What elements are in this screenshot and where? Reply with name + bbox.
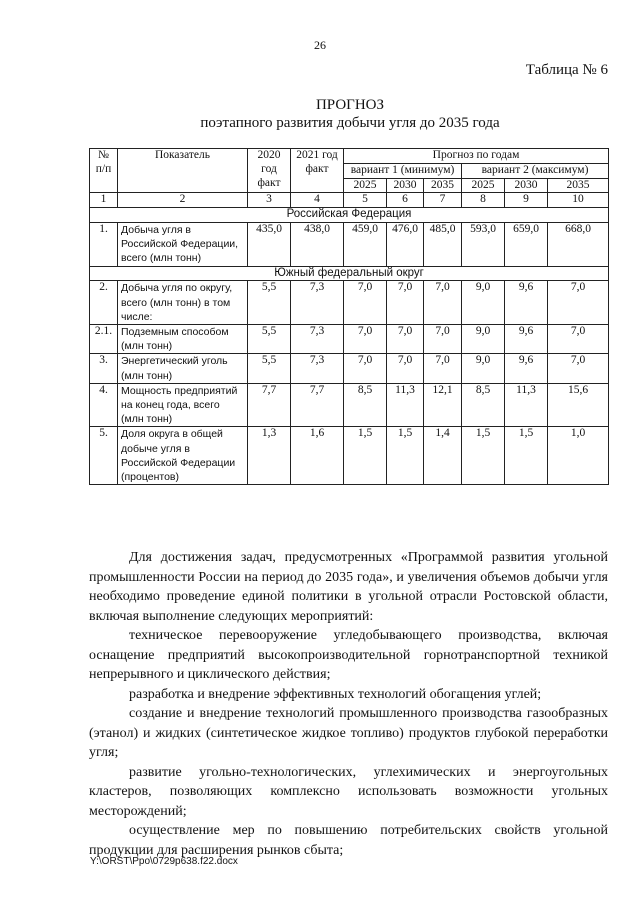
table-row xyxy=(90,427,609,485)
row-number: 1. xyxy=(90,222,118,266)
row-value: 1,4 xyxy=(424,427,462,485)
column-number: 2 xyxy=(118,193,248,208)
header-row-1 xyxy=(90,149,609,164)
row-indicator: Энергетический уголь (млн тонн) xyxy=(118,354,248,383)
row-number: 4. xyxy=(90,383,118,427)
row-value: 7,3 xyxy=(291,325,344,354)
row-indicator: Мощность предприятий на конец года, всего (млн тонн) xyxy=(118,383,248,427)
row-indicator: Доля округа в общей добыче угля в Российской Федерации (процентов) xyxy=(118,427,248,485)
row-value: 1,5 xyxy=(462,427,505,485)
header-variant-2: вариант 2 (максимум) xyxy=(462,163,609,178)
header-forecast: Прогноз по годам xyxy=(344,149,609,164)
header-year: 2030 xyxy=(505,178,548,193)
row-number: 5. xyxy=(90,427,118,485)
column-number: 10 xyxy=(548,193,609,208)
row-value: 11,3 xyxy=(505,383,548,427)
row-value: 7,0 xyxy=(344,281,387,325)
row-value: 7,7 xyxy=(248,383,291,427)
row-value: 7,0 xyxy=(548,354,609,383)
column-number: 3 xyxy=(248,193,291,208)
row-value: 7,0 xyxy=(548,325,609,354)
page-number: 26 xyxy=(314,38,326,52)
row-value: 1,5 xyxy=(387,427,424,485)
header-year: 2030 xyxy=(387,178,424,193)
paragraph: техническое перевооружение угледобывающего производства, включая оснащение предприятий высокопроизводительной горнотранспортной техникой непрерывного и циклического действия; xyxy=(89,628,608,682)
row-value: 7,0 xyxy=(387,325,424,354)
header-year: 2025 xyxy=(462,178,505,193)
row-value: 9,6 xyxy=(505,281,548,325)
paragraph: разработка и внедрение эффективных технологий обогащения углей; xyxy=(129,686,542,702)
row-value: 659,0 xyxy=(505,222,548,266)
column-number: 8 xyxy=(462,193,505,208)
row-number: 2. xyxy=(90,281,118,325)
paragraph: Для достижения задач, предусмотренных «Программой развития угольной промышленности России на период до 2035 года», и увеличения объемов добычи угля необходимо проведение единой политики в угольной отрасли Ростовской области, включая выполнение следующих мероприятий: xyxy=(89,550,608,624)
row-value: 7,3 xyxy=(291,354,344,383)
title-line-2: поэтапного развития добычи угля до 2035 года xyxy=(200,115,500,131)
header-2020: 2020 год факт xyxy=(248,149,291,193)
header-year: 2035 xyxy=(424,178,462,193)
row-value: 1,5 xyxy=(505,427,548,485)
row-value: 9,0 xyxy=(462,354,505,383)
column-number: 5 xyxy=(344,193,387,208)
row-number: 3. xyxy=(90,354,118,383)
row-value: 7,0 xyxy=(344,325,387,354)
row-value: 485,0 xyxy=(424,222,462,266)
row-value: 668,0 xyxy=(548,222,609,266)
region-row xyxy=(90,266,609,281)
row-value: 7,0 xyxy=(387,281,424,325)
row-value: 9,0 xyxy=(462,325,505,354)
row-indicator: Добыча угля в Российской Федерации, всего (млн тонн) xyxy=(118,222,248,266)
row-value: 5,5 xyxy=(248,354,291,383)
row-value: 7,0 xyxy=(387,354,424,383)
row-value: 8,5 xyxy=(344,383,387,427)
table-row xyxy=(90,325,609,354)
paragraph: развитие угольно-технологических, углехимических и энергоугольных кластеров, позволяющих комплексно использовать возможности угольных месторождений; xyxy=(89,764,608,819)
row-value: 7,0 xyxy=(424,354,462,383)
table-row xyxy=(90,222,609,266)
row-value: 593,0 xyxy=(462,222,505,266)
row-value: 1,0 xyxy=(548,427,609,485)
table-label: Таблица № 6 xyxy=(525,62,608,78)
row-value: 1,3 xyxy=(248,427,291,485)
row-value: 1,5 xyxy=(344,427,387,485)
row-value: 5,5 xyxy=(248,325,291,354)
row-value: 7,0 xyxy=(548,281,609,325)
header-variant-1: вариант 1 (минимум) xyxy=(344,163,462,178)
title-line-1: ПРОГНОЗ xyxy=(315,97,385,113)
row-value: 438,0 xyxy=(291,222,344,266)
region-row xyxy=(90,208,609,223)
row-value: 15,6 xyxy=(548,383,609,427)
row-value: 7,0 xyxy=(424,325,462,354)
region-south: Южный федеральный округ xyxy=(90,266,609,281)
row-value: 5,5 xyxy=(248,281,291,325)
row-value: 7,7 xyxy=(291,383,344,427)
header-year: 2035 xyxy=(548,178,609,193)
row-value: 12,1 xyxy=(424,383,462,427)
table-row xyxy=(90,354,609,383)
column-number: 9 xyxy=(505,193,548,208)
table-row xyxy=(90,281,609,325)
region-russia: Российская Федерация xyxy=(90,208,609,223)
row-value: 7,3 xyxy=(291,281,344,325)
forecast-table xyxy=(89,148,609,485)
row-value: 9,6 xyxy=(505,325,548,354)
row-value: 459,0 xyxy=(344,222,387,266)
header-indicator: Показатель xyxy=(118,149,248,193)
row-value: 476,0 xyxy=(387,222,424,266)
document-title xyxy=(0,96,640,132)
column-number: 4 xyxy=(291,193,344,208)
paragraph: создание и внедрение технологий промышленного производства газообразных (этанол) и жидких (синтетическое жидкое топливо) продуктов глубокой переработки угля; xyxy=(89,706,608,760)
body-text xyxy=(89,548,608,860)
row-value: 9,6 xyxy=(505,354,548,383)
paragraph: осуществление мер по повышению потребительских свойств угольной продукции для расширения рынков сбыта; xyxy=(89,823,608,858)
row-value: 1,6 xyxy=(291,427,344,485)
table-row xyxy=(90,383,609,427)
column-number: 1 xyxy=(90,193,118,208)
file-path-footer: Y:\ORST\Ppo\0729p638.f22.docx xyxy=(90,856,238,867)
row-value: 9,0 xyxy=(462,281,505,325)
column-number: 6 xyxy=(387,193,424,208)
row-value: 435,0 xyxy=(248,222,291,266)
column-number: 7 xyxy=(424,193,462,208)
row-indicator: Подземным способом (млн тонн) xyxy=(118,325,248,354)
row-value: 11,3 xyxy=(387,383,424,427)
header-num: № п/п xyxy=(90,149,118,193)
row-value: 8,5 xyxy=(462,383,505,427)
column-number-row xyxy=(90,193,609,208)
header-year: 2025 xyxy=(344,178,387,193)
row-value: 7,0 xyxy=(344,354,387,383)
header-2021: 2021 год факт xyxy=(291,149,344,193)
row-value: 7,0 xyxy=(424,281,462,325)
row-number: 2.1. xyxy=(90,325,118,354)
row-indicator: Добыча угля по округу, всего (млн тонн) в том числе: xyxy=(118,281,248,325)
